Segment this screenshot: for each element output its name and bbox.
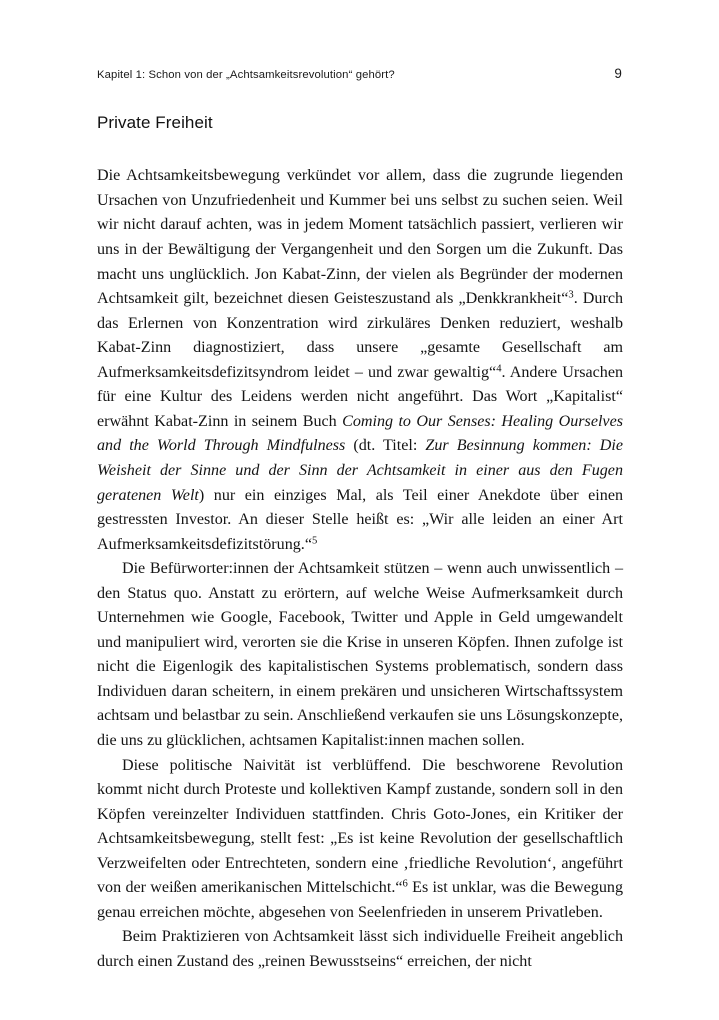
footnote-marker: 5 bbox=[311, 535, 318, 547]
footnote-marker: 3 bbox=[568, 289, 574, 301]
running-head bbox=[97, 66, 622, 81]
italic-title: Zur Besinnung kommen: Die Weisheit der Sinne und der Sinn der Achtsamkeit in einer aus den Fugen geratenen Welt bbox=[97, 437, 623, 504]
italic-title: Coming to Our Senses: Healing Ourselves and the World Through Mindfulness bbox=[97, 412, 623, 455]
body-copy bbox=[97, 164, 623, 974]
text-block bbox=[97, 113, 623, 974]
footnote-marker: 6 bbox=[402, 878, 408, 890]
running-head-chapter-title: Kapitel 1: Schon von der „Achtsamkeitsrevolution“ gehört? bbox=[97, 69, 395, 81]
footnote-marker: 4 bbox=[496, 363, 502, 375]
paragraph: Die Befürworter:innen der Achtsamkeit stützen – wenn auch unwissentlich – den Status quo. Anstatt zu erörtern, auf welche Weise Aufmerksamkeit durch Unternehmen wie Google, Facebook, Twitter und Apple in Geld umgewandelt und manipuliert wird, verorten sie die Krise in unseren Köpfen. Ihnen zufolge ist nicht die Eigenlogik des kapitalistischen Systems problematisch, sondern dass Individuen daran scheitern, in einem prekären und unsicheren Wirtschaftssystem achtsam und belastbar zu sein. Anschließend verkaufen sie uns Lösungskonzepte, die uns zu glücklichen, achtsamen Kapitalist:innen machen sollen. bbox=[97, 560, 623, 749]
page-number: 9 bbox=[614, 66, 622, 81]
paragraph: Diese politische Naivität ist verblüffend. Die beschworene Revolution kommt nicht durch Proteste und kollektiven Kampf zustande, sondern soll in den Köpfen vereinzelter Individuen stattfinden. Chris Goto-Jones, ein Kritiker der Achtsamkeitsbewegung, stellt fest: „Es ist keine Revolution der gesellschaftlich Verzweifelten oder Entrechteten, sondern eine ‚friedliche Revolution‘, angeführt von der weißen amerikanischen Mittelschicht.“$^6$ Es ist unklar, was die Bewegung genau erreichen möchte, abgesehen von Seelenfrieden in unserem Privatleben. bbox=[97, 756, 623, 921]
paragraph: Beim Praktizieren von Achtsamkeit lässt sich individuelle Freiheit angeblich durch einen Zustand des „reinen Bewusstseins“ erreichen, der nicht bbox=[97, 928, 623, 970]
section-heading: Private Freiheit bbox=[97, 113, 213, 132]
paragraph: Die Achtsamkeitsbewegung verkündet vor allem, dass die zugrunde liegenden Ursachen von Unzufriedenheit und Kummer bei uns selbst zu suchen seien. Weil wir nicht darauf achten, was in jedem Moment tatsächlich passiert, verlieren wir uns in der Bewältigung der Vergangenheit und den Sorgen um die Zukunft. Das macht uns unglücklich. Jon Kabat-Zinn, der vielen als Begründer der modernen Achtsamkeit gilt, bezeichnet diesen Geisteszustand als „Denkkrankheit“$^3$. Durch das Erlernen von Konzentration wird zirkuläres Denken reduziert, weshalb Kabat-Zinn diagnostiziert, dass unsere „gesamte Gesellschaft am Aufmerksamkeitsdefizitsyndrom leidet – und zwar gewaltig“$^4$. Andere Ursachen für eine Kultur des Leidens werden nicht angeführt. Das Wort „Kapitalist“ erwähnt Kabat-Zinn in seinem Buch Coming to Our Senses: Healing Ourselves and the World Through Mindfulness (dt. Titel: Zur Besinnung kommen: Die Weisheit der Sinne und der Sinn der Achtsamkeit in einer aus den Fugen geratenen Welt) nur ein einziges Mal, als Teil einer Anekdote über einen gestressten Investor. An dieser Stelle heißt es: „Wir alle leiden an einer Art Aufmerksamkeitsdefizitstörung.“$^5$ bbox=[97, 167, 624, 553]
